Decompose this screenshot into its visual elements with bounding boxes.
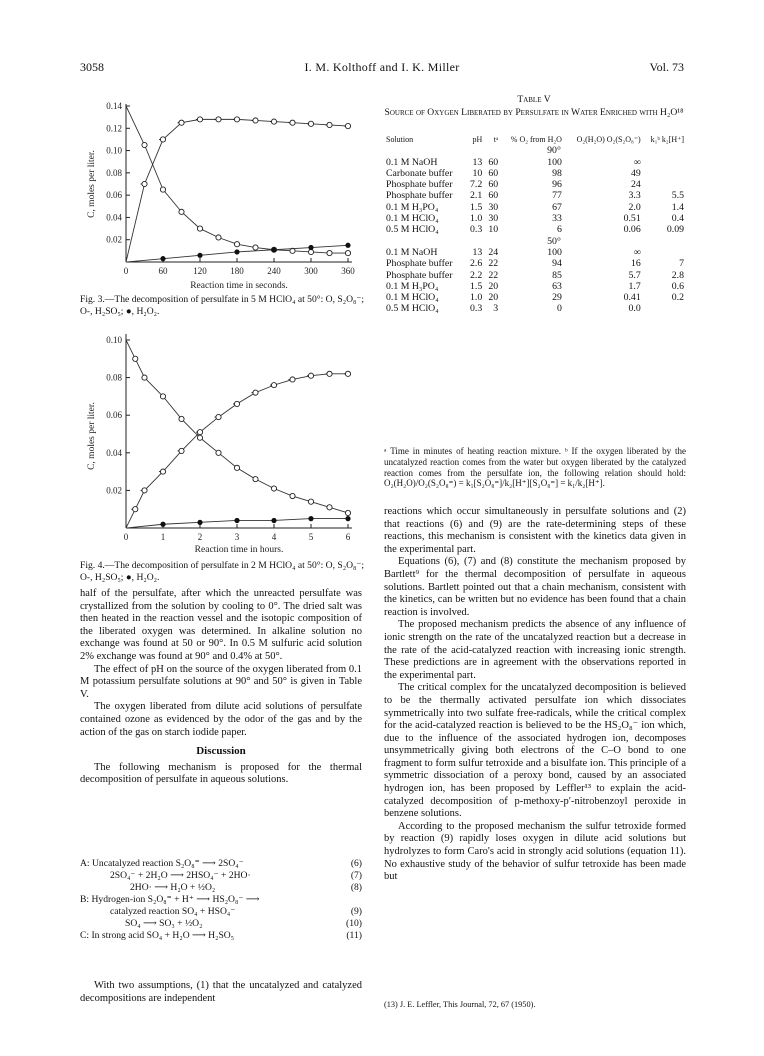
x-tick-label: 1 xyxy=(160,532,166,542)
table-cell: 10 xyxy=(488,224,499,236)
data-point-filled xyxy=(271,247,276,252)
table-cell: Phosphate buffer xyxy=(386,190,453,202)
data-point-open xyxy=(327,371,332,376)
table-cell: 20 xyxy=(488,280,499,292)
data-point-open xyxy=(308,499,313,504)
equation-line xyxy=(80,930,362,942)
table-cell: Phosphate buffer xyxy=(386,258,453,270)
fig4-axes xyxy=(126,334,352,528)
table-row xyxy=(384,168,686,179)
data-point-open xyxy=(160,394,165,399)
equation-number: (10) xyxy=(346,918,362,929)
table-cell: 0.5 M HClO₄ xyxy=(386,303,439,315)
table-label: Table V xyxy=(517,94,551,105)
data-point-open xyxy=(271,486,276,491)
y-tick-label: 0.14 xyxy=(106,101,122,111)
equation-number: (8) xyxy=(350,882,362,893)
table-cell: 60 xyxy=(488,167,499,179)
table-cell: 0.1 M HClO₄ xyxy=(386,292,439,304)
y-tick-label: 0.04 xyxy=(106,447,122,458)
data-point-filled xyxy=(271,518,276,523)
data-point-filled xyxy=(160,522,165,527)
table-row xyxy=(384,134,686,145)
table-cell: Carbonate buffer xyxy=(386,167,453,179)
table-cell: % O₂ from H₂O xyxy=(510,135,562,144)
temperature-row xyxy=(384,145,686,156)
data-point-open xyxy=(216,235,221,240)
temperature-label: 90° xyxy=(547,145,561,157)
series-line-0 xyxy=(126,106,348,253)
data-point-open xyxy=(179,416,184,421)
data-point-open xyxy=(271,119,276,124)
data-point-open xyxy=(216,414,221,419)
x-tick-label: 5 xyxy=(308,532,314,542)
data-point-open xyxy=(197,117,202,122)
paragraph: The critical complex for the uncatalyzed decomposition is believed to be the thermally activated persulfate ion which dissociates symmetrically into two sulfate free-radicals, while the critical complex for the acid-catalyzed reaction is believed to be the HS₂O₈⁻ ion which, due to the influence of the associated hydrogen ion, decomposes unsymmetrically giving both electrons of the C–O bond to one fragment to form sulfur tetroxide and a bisulfate ion. This principle of a symmetric dissociation of a peroxy bond, caused by an associated hydrogen ion, has been proposed by Leffler¹³ to explain the acid-catalyzed decomposition of p-methoxy-p′-nitrobenzoyl peroxide in benzene solutions. xyxy=(384,682,686,820)
table-row xyxy=(384,179,686,190)
equation-number: (11) xyxy=(346,930,362,941)
table-cell: 1.0 xyxy=(470,213,483,225)
discussion-heading: Discussion xyxy=(196,745,246,758)
table-cell: ∞ xyxy=(633,156,641,168)
table-cell: 33 xyxy=(552,213,562,225)
volume-number: Vol. 73 xyxy=(649,60,684,74)
table-cell: 2.8 xyxy=(671,269,684,281)
data-point-open xyxy=(327,122,332,127)
table-cell: 0.2 xyxy=(671,292,684,304)
paragraph: Equations (6), (7) and (8) constitute the mechanism proposed by Bartlett⁹ for the thermal decomposition of persulfate in aqueous solutions. Bartlett pointed out that a chain mechanism, consistent with the kinetics, can be written but no evidence has been found that a chain reaction is involved. xyxy=(384,556,686,618)
table-row xyxy=(384,270,686,281)
equation-text: 2SO₄⁻ + 2H₂O ⟶ 2HSO₄⁻ + 2HO· xyxy=(110,870,251,881)
data-point-open xyxy=(234,401,239,406)
table-cell: 0.3 xyxy=(470,303,483,315)
paragraph: The following mechanism is proposed for the thermal decomposition of persulfate in aqueous solutions. xyxy=(80,761,362,786)
data-point-open xyxy=(160,137,165,142)
series-line-1 xyxy=(126,119,348,262)
table-cell: Phosphate buffer xyxy=(386,179,453,191)
table-cell xyxy=(643,303,686,314)
temperature-row xyxy=(384,236,686,247)
equation-line xyxy=(80,918,362,930)
x-tick-label: 180 xyxy=(230,266,244,276)
equation-text: 2HO· ⟶ H₂O + ½O₂ xyxy=(130,882,216,893)
data-point-filled xyxy=(160,256,165,261)
table-cell: 0.1 M H₃PO₄ xyxy=(386,201,439,213)
table-row xyxy=(384,224,686,235)
table-row xyxy=(384,202,686,213)
data-point-open xyxy=(216,450,221,455)
equation-number: (6) xyxy=(350,858,362,869)
table-cell: 0.06 xyxy=(623,224,641,236)
table-cell: 60 xyxy=(488,190,499,202)
table-cell: 0.0 xyxy=(628,303,641,315)
data-point-open xyxy=(142,375,147,380)
equation-line xyxy=(80,906,362,918)
reference-footnote: (13) J. E. Leffler, This Journal, 72, 67 (1950). xyxy=(384,1000,536,1009)
table-cell: k₁ᵇ k₂[H⁺] xyxy=(650,135,684,144)
data-point-open xyxy=(290,493,295,498)
y-tick-label: 0.10 xyxy=(106,145,122,156)
running-authors: I. M. Kolthoff and I. K. Miller xyxy=(304,60,460,74)
table-row xyxy=(384,303,686,314)
x-tick-label: 6 xyxy=(345,532,351,542)
x-tick-label: 2 xyxy=(197,532,203,542)
data-point-open xyxy=(234,117,239,122)
table-cell: 0.51 xyxy=(623,213,641,225)
x-tick-label: 4 xyxy=(271,532,277,542)
temperature-label: 50° xyxy=(547,235,561,247)
x-tick-label: 60 xyxy=(158,266,168,276)
table-cell: 2.6 xyxy=(470,258,483,270)
series-line-1 xyxy=(126,374,348,528)
equation-line xyxy=(80,882,362,894)
table-cell: 7.2 xyxy=(470,179,483,191)
table-cell: 2.0 xyxy=(628,201,641,213)
table-cell: 2.2 xyxy=(470,269,483,281)
data-point-open xyxy=(142,181,147,186)
table-cell: 16 xyxy=(630,258,641,270)
figure-4-caption: Fig. 4.—The decomposition of persulfate in 2 M HClO₄ at 50°: O, S₂O₈⁻; O-, H₂SO₅; ●, H₂O₂. xyxy=(80,560,365,583)
table-cell: tᵃ xyxy=(493,135,499,144)
data-point-open xyxy=(253,477,258,482)
data-point-open xyxy=(327,505,332,510)
equation-number: (9) xyxy=(350,906,362,917)
table-cell: 20 xyxy=(488,292,499,304)
data-point-open xyxy=(160,469,165,474)
data-point-open xyxy=(133,507,138,512)
fig4-x-axis-label: Reaction time in hours. xyxy=(194,545,284,555)
page-number: 3058 xyxy=(80,60,104,74)
table-cell: Phosphate buffer xyxy=(386,269,453,281)
equation-text: catalyzed reaction SO₄ + HSO₄⁻ xyxy=(110,906,236,917)
table-cell: 1.5 xyxy=(470,201,483,213)
data-point-open xyxy=(308,373,313,378)
table-row xyxy=(384,190,686,201)
right-column-text xyxy=(384,506,686,884)
equation-text: SO₄ ⟶ SO₃ + ½O₂ xyxy=(125,918,203,929)
table-cell: O₂(H₂O) O₂(S₂O₈⁼) xyxy=(576,135,641,144)
y-tick-label: 0.04 xyxy=(106,212,122,223)
paragraph: According to the proposed mechanism the sulfur tetroxide formed by reaction (9) rapidly loses oxygen in dilute acid solutions but hydrolyzes to form Caro's acid in strongly acid solutions (equation 11). No exhaustive study of the behavior of sulfur tetroxide has been made but xyxy=(384,820,686,883)
data-point-open xyxy=(308,121,313,126)
figure-3-chart xyxy=(80,96,370,292)
table-cell: 0.5 M HClO₄ xyxy=(386,224,439,236)
paragraph: The effect of pH on the source of the oxygen liberated from 0.1 M potassium persulfate solutions at 90° and 50° is given in Table V. xyxy=(80,663,362,700)
table-title: Source of Oxygen Liberated by Persulfate in Water Enriched with H₂O¹⁸ xyxy=(384,107,684,118)
table-row xyxy=(384,247,686,258)
table-cell: 1.0 xyxy=(470,292,483,304)
table-cell: 5.5 xyxy=(671,190,684,202)
table-cell: 85 xyxy=(552,269,562,281)
table-v xyxy=(384,134,686,315)
data-point-open xyxy=(345,250,350,255)
table-cell: 100 xyxy=(547,246,562,258)
data-point-open xyxy=(253,118,258,123)
table-cell: 0 xyxy=(557,303,562,315)
data-point-open xyxy=(234,242,239,247)
table-cell: 13 xyxy=(472,246,483,258)
table-cell: 0.41 xyxy=(623,292,641,304)
table-cell: 1.7 xyxy=(628,280,641,292)
data-point-filled xyxy=(308,245,313,250)
left-column-tail xyxy=(80,980,362,1005)
equation-number: (7) xyxy=(350,870,362,881)
table-cell: 22 xyxy=(488,258,499,270)
data-point-open xyxy=(142,488,147,493)
data-point-filled xyxy=(345,516,350,521)
data-point-open xyxy=(234,465,239,470)
y-tick-label: 0.08 xyxy=(106,167,122,178)
table-cell xyxy=(643,168,686,179)
data-point-open xyxy=(271,383,276,388)
paragraph: half of the persulfate, after which the unreacted persulfate was crystallized from the solution by cooling to 0°. The dried salt was then heated in the reaction vessel and the isotopic composition of the liberated oxygen was determined. In alkaline solution no exchange was found at 50 or 90°. In 0.5 M sulfuric acid solution 2% exchange was found at 90° and 0.4% at 50°. xyxy=(80,588,362,662)
data-point-filled xyxy=(234,249,239,254)
table-cell: 0.6 xyxy=(671,280,684,292)
fig4-y-axis-label: C, moles per liter. xyxy=(87,402,97,470)
figure-3-caption: Fig. 3.—The decomposition of persulfate in 5 M HClO₄ at 50°: O, S₂O₈⁻; O-, H₂SO₅; ●, H₂O₂. xyxy=(80,294,365,317)
table-cell: 24 xyxy=(488,246,499,258)
equation-text: B: Hydrogen-ion S₂O₈⁼ + H⁺ ⟶ HS₂O₈⁻ ⟶ xyxy=(80,894,260,905)
table-cell: 60 xyxy=(488,156,499,168)
table-cell: 2.1 xyxy=(470,190,483,202)
table-cell xyxy=(643,179,686,190)
equation-text: C: In strong acid SO₄ + H₂O ⟶ H₂SO₅ xyxy=(80,930,235,941)
y-tick-label: 0.12 xyxy=(106,123,122,134)
table-cell: 10 xyxy=(472,167,483,179)
data-point-open xyxy=(253,390,258,395)
table-row xyxy=(384,281,686,292)
table-cell: 67 xyxy=(552,201,562,213)
x-tick-label: 300 xyxy=(304,266,318,276)
table-cell: 0.1 M H₃PO₄ xyxy=(386,280,439,292)
data-point-open xyxy=(345,371,350,376)
table-cell xyxy=(643,157,686,168)
data-point-open xyxy=(345,510,350,515)
x-tick-label: 240 xyxy=(267,266,281,276)
y-tick-label: 0.06 xyxy=(106,410,122,421)
table-cell: 100 xyxy=(547,156,562,168)
data-point-filled xyxy=(197,520,202,525)
data-point-filled xyxy=(345,243,350,248)
table-row xyxy=(384,213,686,224)
table-cell: 3.3 xyxy=(628,190,641,202)
x-tick-label: 120 xyxy=(193,266,207,276)
page-header xyxy=(80,60,684,76)
data-point-open xyxy=(197,435,202,440)
fig3-x-axis-label: Reaction time in seconds. xyxy=(190,281,288,291)
paragraph: reactions which occur simultaneously in persulfate solutions and (2) that reactions (6) and (9) are the rate-determining steps of these reactions, this mechanism is consistent with the kinetics data given in the experimental part. xyxy=(384,506,686,555)
data-point-open xyxy=(216,117,221,122)
data-point-open xyxy=(290,377,295,382)
table-row xyxy=(384,157,686,168)
data-point-open xyxy=(142,142,147,147)
table-cell: 3 xyxy=(493,303,499,315)
equation-line xyxy=(80,894,362,906)
data-point-open xyxy=(327,250,332,255)
table-row xyxy=(384,258,686,269)
table-cell: 0.1 M HClO₄ xyxy=(386,213,439,225)
table-cell: 94 xyxy=(552,258,562,270)
table-cell: 1.4 xyxy=(671,201,684,213)
table-row xyxy=(384,292,686,303)
left-column-text xyxy=(80,588,362,787)
table-cell: 24 xyxy=(630,179,641,191)
table-cell: 5.7 xyxy=(628,269,641,281)
data-point-open xyxy=(197,226,202,231)
table-cell: 7 xyxy=(679,258,684,270)
table-cell: ∞ xyxy=(633,246,641,258)
data-point-open xyxy=(133,356,138,361)
table-cell: 22 xyxy=(488,269,499,281)
fig3-y-axis-label: C, moles per liter. xyxy=(87,150,97,218)
y-tick-label: 0.02 xyxy=(106,485,122,496)
table-cell: 60 xyxy=(488,179,499,191)
table-footnote: ᵃ Time in minutes of heating reaction mixture. ᵇ If the oxygen liberated by the uncatalyzed reaction comes from the water but oxygen liberated by the catalyzed reaction comes from the persulfate ion, the following relation should hold: O₂(H₂O)/O₂(S₂O₈⁼) = k₁[S₂O₈⁼]/k₂[H⁺][S₂O₈⁼] = k₁/k₂[H⁺]. xyxy=(384,446,686,489)
table-cell: 49 xyxy=(630,167,641,179)
table-cell: pH xyxy=(472,135,483,144)
equation-text: A: Uncatalyzed reaction S₂O₈⁼ ⟶ 2SO₄⁻ xyxy=(80,858,244,869)
data-point-filled xyxy=(234,518,239,523)
table-cell: Solution xyxy=(386,135,414,144)
table-cell: 0.4 xyxy=(671,213,684,225)
data-point-open xyxy=(308,249,313,254)
data-point-open xyxy=(197,430,202,435)
table-cell: 6 xyxy=(557,224,562,236)
data-point-open xyxy=(345,123,350,128)
equation-line xyxy=(80,870,362,882)
table-cell: 63 xyxy=(552,280,562,292)
data-point-open xyxy=(179,120,184,125)
table-cell: 30 xyxy=(488,213,499,225)
equation-line xyxy=(80,858,362,870)
data-point-open xyxy=(179,448,184,453)
data-point-filled xyxy=(308,516,313,521)
paragraph: With two assumptions, (1) that the uncatalyzed and catalyzed decompositions are independent xyxy=(80,980,362,1004)
y-tick-label: 0.08 xyxy=(106,372,122,383)
data-point-open xyxy=(253,245,258,250)
table-cell: 0.09 xyxy=(666,224,684,236)
data-point-open xyxy=(160,187,165,192)
y-tick-label: 0.02 xyxy=(106,234,122,245)
x-tick-label: 0 xyxy=(123,532,129,542)
table-cell: 98 xyxy=(552,167,562,179)
table-cell: 0.1 M NaOH xyxy=(386,156,438,168)
y-tick-label: 0.10 xyxy=(106,335,122,345)
paragraph: The proposed mechanism predicts the absence of any influence of ionic strength on the rate of the uncatalyzed reaction but a decrease in the rate of the acid-catalyzed reaction with increasing ionic strength. These predictions are in agreement with the observations reported in the experimental part. xyxy=(384,619,686,681)
table-cell: 1.5 xyxy=(470,280,483,292)
paragraph: The oxygen liberated from dilute acid solutions of persulfate contained ozone as evidenced by the odor of the gas and by the action of the gas on starch iodide paper. xyxy=(80,701,362,738)
y-tick-label: 0.06 xyxy=(106,190,122,201)
table-cell: 29 xyxy=(552,292,562,304)
figure-4-chart xyxy=(80,326,370,558)
data-point-open xyxy=(290,120,295,125)
table-cell: 0.1 M NaOH xyxy=(386,246,438,258)
x-tick-label: 360 xyxy=(341,266,355,276)
x-tick-label: 0 xyxy=(123,266,129,276)
data-point-open xyxy=(179,209,184,214)
table-cell: 13 xyxy=(472,156,483,168)
table-cell: 30 xyxy=(488,201,499,213)
data-point-filled xyxy=(197,253,202,258)
table-cell: 0.3 xyxy=(470,224,483,236)
table-cell: 77 xyxy=(552,190,562,202)
table-cell: 96 xyxy=(552,179,562,191)
series-line-0 xyxy=(126,340,348,513)
x-tick-label: 3 xyxy=(234,532,240,542)
table-cell xyxy=(643,247,686,258)
